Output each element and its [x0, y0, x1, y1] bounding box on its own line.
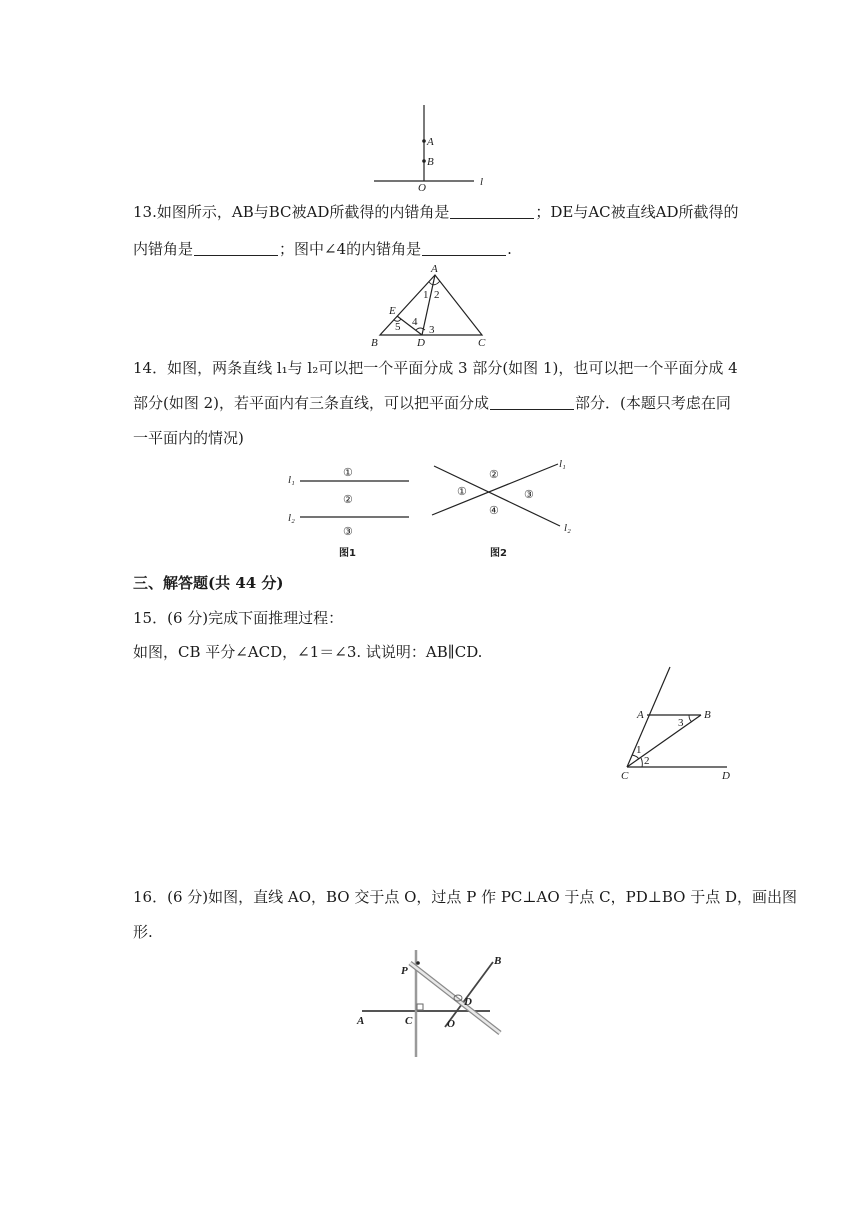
angle-arc-a	[429, 281, 440, 285]
angle-5: 5	[395, 321, 401, 333]
label-d: D	[417, 337, 425, 349]
label-c: C	[405, 1015, 413, 1027]
label-o: O	[418, 182, 426, 194]
label-l1: l₁	[559, 458, 566, 470]
point-a	[422, 139, 426, 143]
q14-blank[interactable]	[490, 393, 574, 410]
line-pd-inner	[410, 963, 500, 1033]
angle-arc-2	[641, 758, 642, 767]
q13-blank-1[interactable]	[450, 202, 534, 219]
caption-fig2: 图2	[490, 548, 507, 559]
region-2: ②	[343, 494, 353, 506]
q13-text-2a: 内错角是	[133, 240, 194, 258]
angle-2: 2	[434, 289, 440, 301]
q13-blank-3[interactable]	[422, 239, 506, 256]
q14-line1: 14．如图，两条直线 l₁与 l₂可以把一个平面分成 3 部分(如图 1)，也可以把一个平面分成 4	[133, 359, 738, 377]
label-a: A	[637, 709, 644, 721]
q13-line1	[133, 202, 739, 222]
label-b: B	[371, 337, 378, 349]
section-3-title: 三、解答题(共 44 分)	[133, 574, 284, 592]
angle-4: 4	[412, 316, 418, 328]
figure-q16	[350, 945, 510, 1065]
label-o: O	[447, 1018, 455, 1030]
angle-3: 3	[678, 717, 684, 729]
label-e: E	[389, 305, 396, 317]
label-b: B	[494, 955, 502, 967]
label-l2: l₂	[288, 512, 295, 524]
region-3: ③	[524, 489, 534, 501]
label-a: A	[357, 1015, 365, 1027]
point-p	[416, 961, 420, 965]
figure-q13	[365, 260, 495, 350]
q14-line2	[133, 393, 731, 413]
right-angle-c	[417, 1004, 423, 1010]
q13-blank-2[interactable]	[194, 239, 278, 256]
figure-q15	[615, 660, 740, 785]
q13-text-1a: 13.如图所示，AB与BC被AD所截得的内错角是	[133, 203, 450, 221]
q14-text-2b: 部分．(本题只考虑在同	[575, 394, 731, 412]
label-l: l	[480, 176, 484, 188]
label-b: B	[704, 709, 711, 721]
label-c: C	[621, 770, 629, 782]
q16-line2: 形.	[133, 923, 153, 941]
label-a: A	[427, 136, 434, 148]
label-b: B	[427, 156, 434, 168]
q13-line2	[133, 239, 512, 259]
label-c: C	[478, 337, 486, 349]
region-3: ③	[343, 526, 353, 538]
figure-q14-1	[285, 460, 420, 560]
caption-fig1: 图1	[339, 548, 356, 559]
label-l2: l₂	[564, 522, 571, 534]
q14-line3: 一平面内的情况)	[133, 429, 244, 447]
q13-text-2b: ；图中∠4的内错角是	[279, 240, 422, 258]
point-b	[422, 159, 426, 163]
angle-3: 3	[429, 324, 435, 336]
q15-line2: 如图，CB 平分∠ACD，∠1＝∠3. 试说明：AB∥CD.	[133, 643, 483, 661]
region-1: ①	[343, 467, 353, 479]
label-d: D	[722, 770, 730, 782]
region-1: ①	[457, 486, 467, 498]
label-p: P	[401, 965, 408, 977]
q16-line1: 16．(6 分)如图，直线 AO，BO 交于点 O，过点 P 作 PC⊥AO 于点 C，PD⊥BO 于点 D，画出图	[133, 888, 798, 906]
label-l1: l₁	[288, 474, 295, 486]
q15-line1: 15．(6 分)完成下面推理过程：	[133, 609, 344, 627]
label-a: A	[431, 263, 438, 275]
region-2: ②	[489, 469, 499, 481]
label-d: D	[464, 996, 472, 1008]
q13-text-1b: ；DE与AC被直线AD所截得的	[535, 203, 739, 221]
figure-q12	[360, 100, 500, 195]
q14-text-2a: 部分(如图 2)，若平面内有三条直线，可以把平面分成	[133, 394, 490, 412]
angle-1: 1	[423, 289, 429, 301]
region-4: ④	[489, 505, 499, 517]
q13-text-2c: .	[507, 240, 512, 258]
figure-q14-2	[425, 455, 580, 560]
angle-2: 2	[644, 755, 650, 767]
angle-1: 1	[636, 744, 642, 756]
